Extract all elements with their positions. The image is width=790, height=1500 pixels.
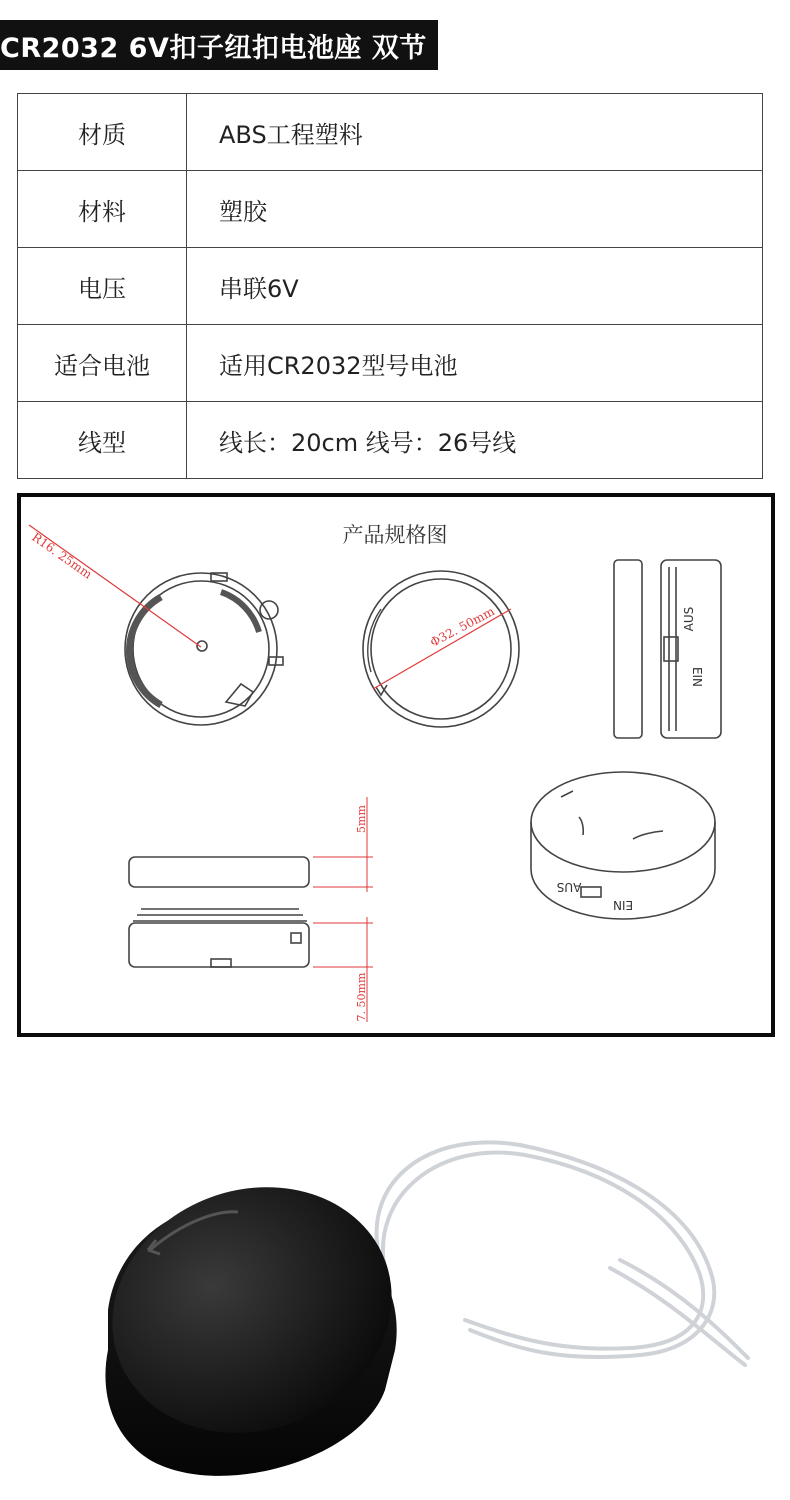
spec-key: 适合电池 — [18, 325, 187, 402]
table-row — [18, 248, 763, 325]
diagram-title: 产品规格图 — [342, 523, 448, 547]
table-row — [18, 171, 763, 248]
table-row — [18, 402, 763, 479]
diameter-dimension-line — [373, 609, 511, 689]
height-bottom-label: 7. 50mm — [355, 972, 368, 1022]
page-title: CR2032 6V扣子纽扣电池座 双节 — [0, 20, 438, 70]
spec-value: 串联6V — [187, 248, 763, 325]
table-row — [18, 325, 763, 402]
spec-key: 线型 — [18, 402, 187, 479]
spec-value: 线长：20cm 线号：26号线 — [187, 402, 763, 479]
spec-diagram — [17, 493, 775, 1037]
aus-mark-side: AUS — [682, 606, 696, 632]
diameter-label: Φ32. 50mm — [427, 604, 497, 650]
radius-label: R16. 25mm — [29, 529, 95, 582]
diagram-drawing — [21, 497, 771, 1033]
height-top-label: 5mm — [355, 805, 368, 833]
aus-mark-iso: AUS — [556, 880, 582, 894]
spec-table — [17, 93, 763, 479]
wire-leads — [377, 1142, 748, 1365]
holder-body — [78, 1149, 427, 1476]
product-photo — [0, 1100, 790, 1500]
isometric-view — [531, 772, 715, 919]
ein-mark-iso: EIN — [612, 898, 634, 912]
spec-key: 材质 — [18, 94, 187, 171]
table-row — [18, 94, 763, 171]
front-view — [129, 857, 309, 967]
spec-value: ABS工程塑料 — [187, 94, 763, 171]
spec-value: 塑胶 — [187, 171, 763, 248]
ein-mark-side: EIN — [690, 666, 704, 688]
side-view — [614, 560, 721, 738]
spec-key: 电压 — [18, 248, 187, 325]
spec-key: 材料 — [18, 171, 187, 248]
top-view-open — [125, 573, 283, 725]
spec-value: 适用CR2032型号电池 — [187, 325, 763, 402]
